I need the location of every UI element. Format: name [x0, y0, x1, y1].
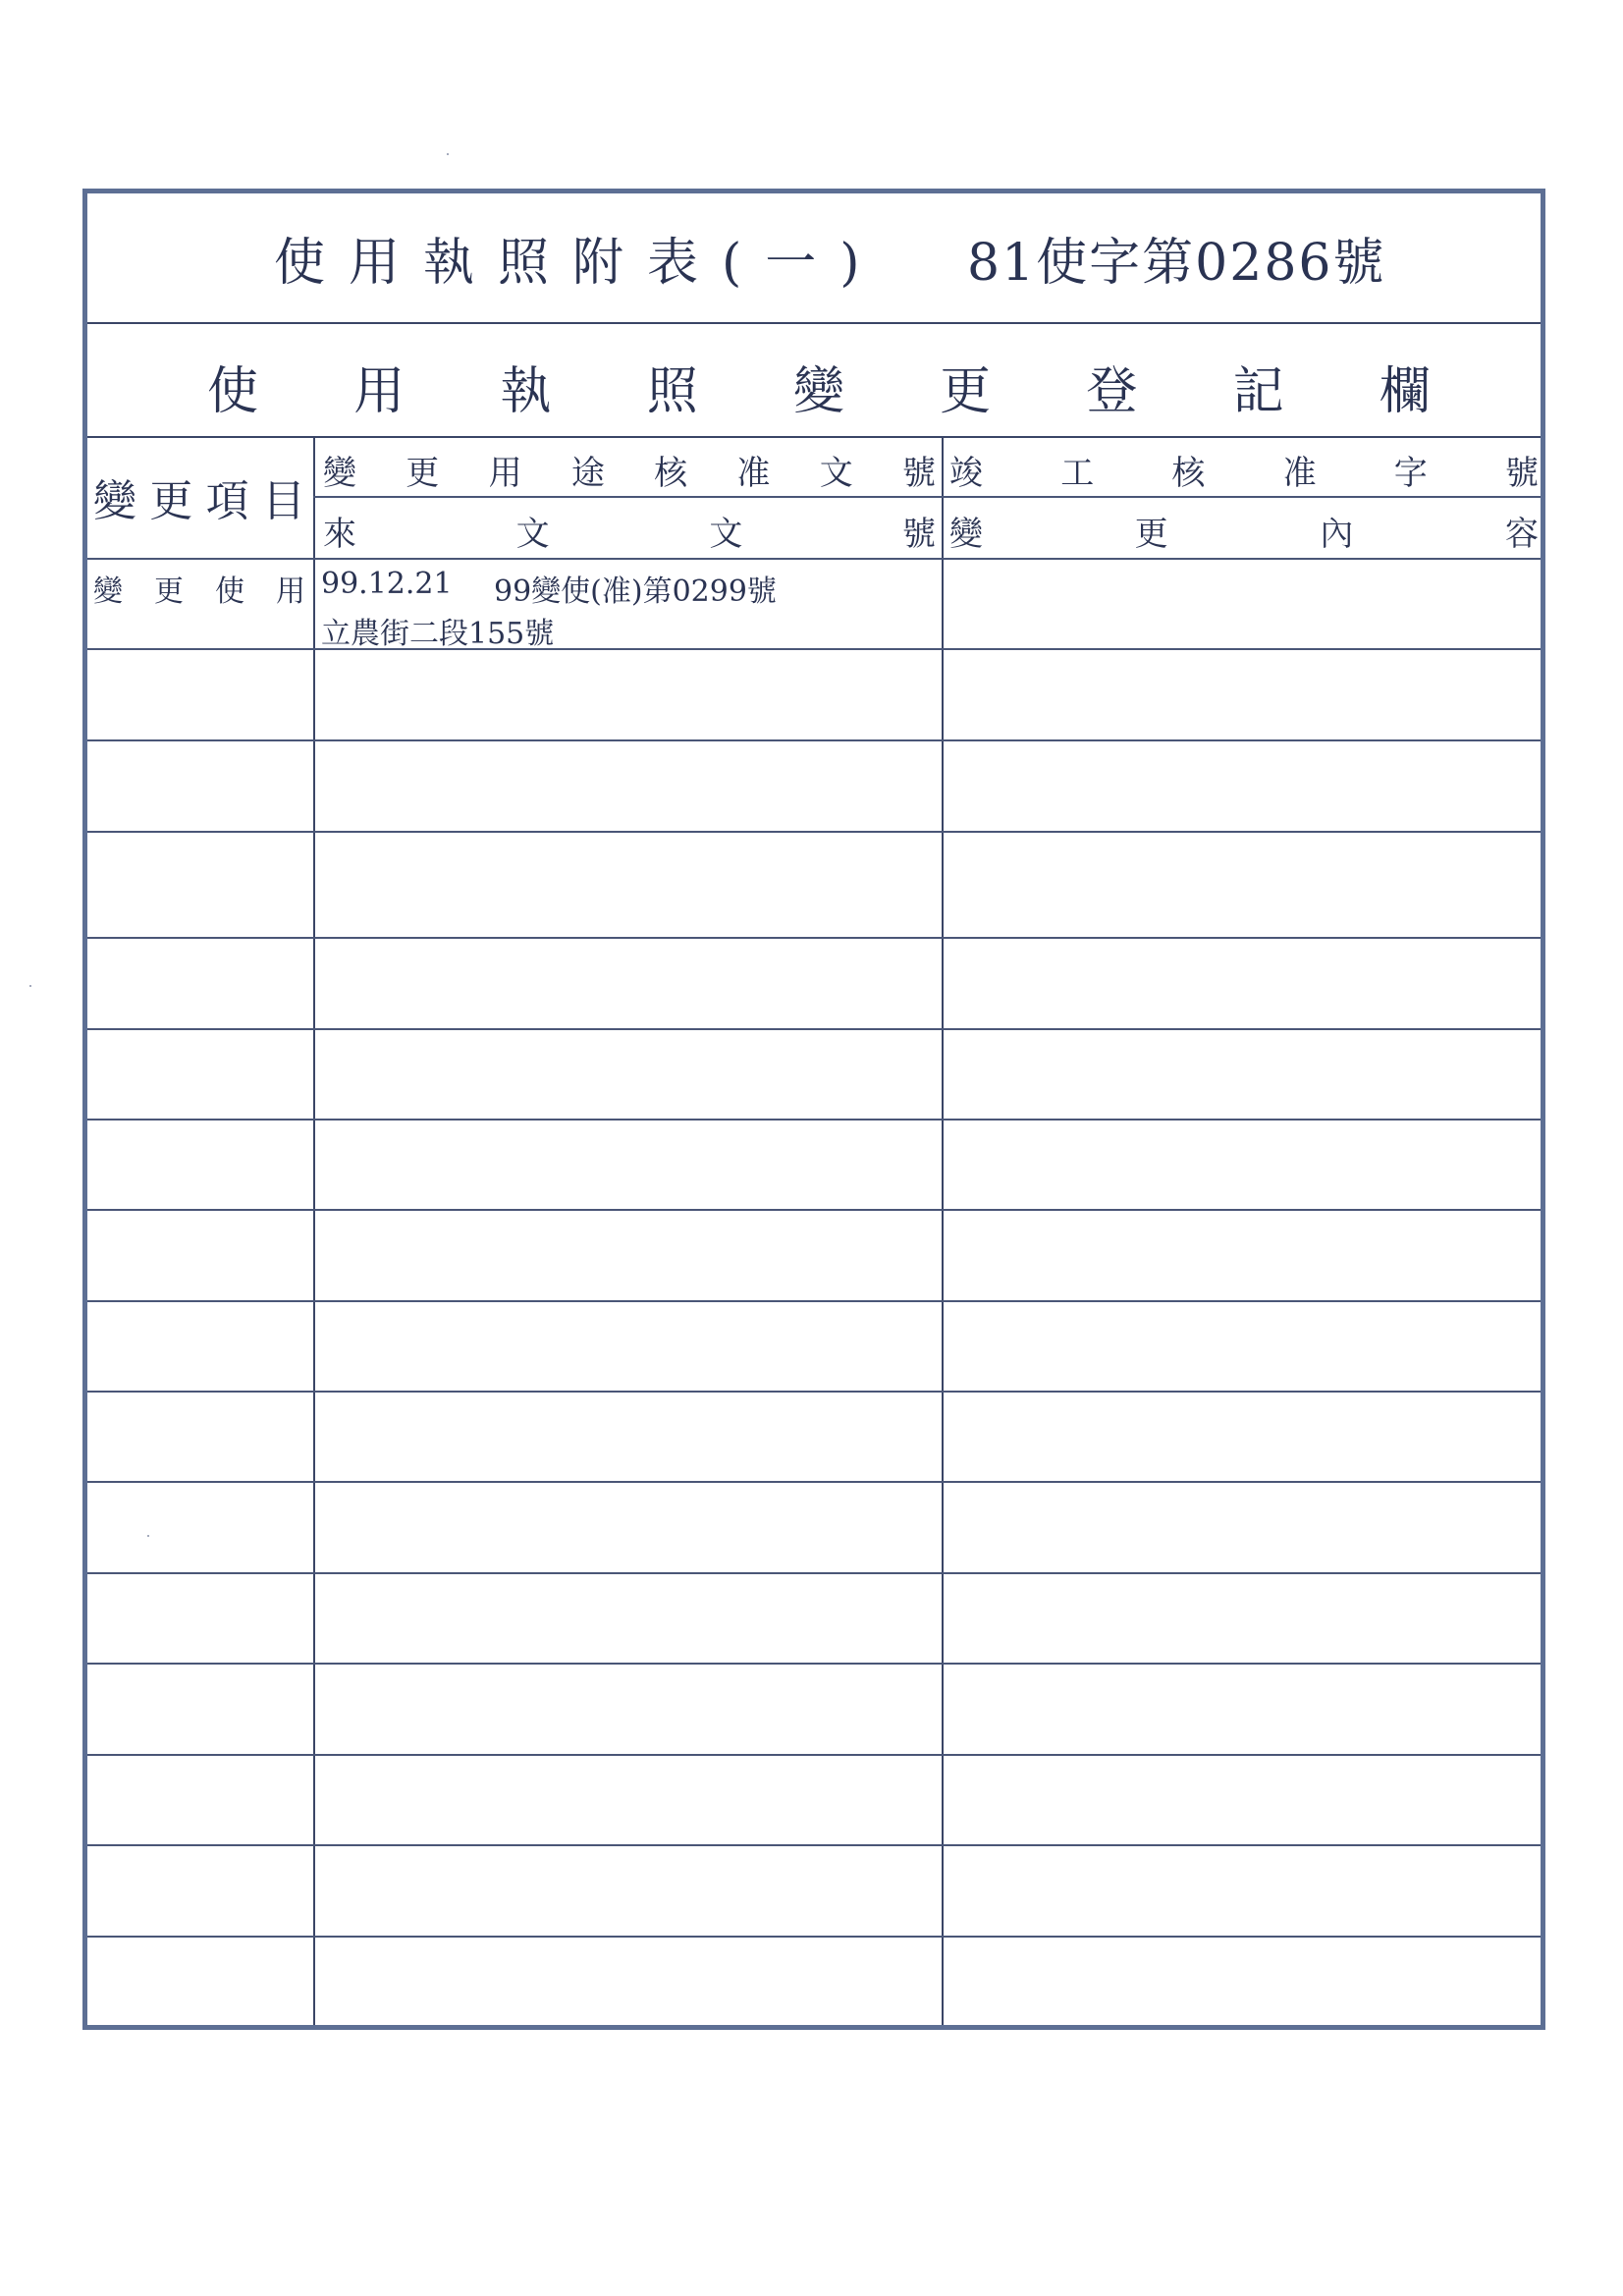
header-split-line: [313, 496, 1541, 498]
row-line: [87, 1754, 1541, 1756]
row-line: [87, 1481, 1541, 1483]
section-title-char: 使: [207, 362, 259, 421]
row-1-approval-number: 99變使(准)第0299號: [494, 574, 777, 609]
title-row: [87, 193, 1541, 324]
row-line: [87, 1028, 1541, 1030]
header-change-item: 變 更 項 目: [93, 476, 305, 526]
section-title-char: 登: [1086, 362, 1138, 421]
row-1-address: 立農街二段155號: [321, 617, 555, 651]
section-title-char: 照: [646, 362, 698, 421]
subtitle-row: [87, 322, 1541, 438]
form-title: 使用執照附表(一): [274, 234, 884, 293]
row-line: [87, 1936, 1541, 1938]
row-line: [87, 1844, 1541, 1846]
section-title-char: 更: [940, 362, 992, 421]
row-1-date: 99.12.21: [321, 567, 453, 601]
row-line: [87, 1391, 1541, 1393]
section-title-char: 用: [353, 362, 406, 421]
header-change-content: 變 更 內 容: [949, 515, 1539, 554]
column-divider: [942, 436, 944, 2025]
scan-speck: [447, 153, 449, 155]
row-line: [87, 937, 1541, 939]
header-bottom-line: [87, 558, 1541, 560]
form-frame: [82, 189, 1545, 2030]
register-table: [87, 436, 1541, 2025]
row-line: [87, 1663, 1541, 1665]
header-completion-number: 竣 工 核 准 字 號: [949, 454, 1539, 493]
section-title: [207, 350, 1431, 423]
scan-speck: [147, 1535, 149, 1537]
section-title-char: 變: [792, 362, 844, 421]
section-title-char: 記: [1232, 362, 1284, 421]
section-title-char: 執: [500, 362, 552, 421]
row-line: [87, 1572, 1541, 1574]
row-line: [87, 831, 1541, 833]
header-incoming-document: 來 文 文 號: [323, 515, 936, 554]
section-title-char: 欄: [1379, 362, 1431, 421]
license-number: 81使字第0286號: [967, 234, 1386, 293]
column-divider: [313, 436, 315, 2025]
header-approval-number: 變 更 用 途 核 准 文 號: [323, 454, 936, 493]
row-line: [87, 739, 1541, 741]
scan-speck: [29, 985, 31, 987]
row-line: [87, 1300, 1541, 1302]
row-line: [87, 648, 1541, 650]
row-line: [87, 1209, 1541, 1211]
row-1-change-item: 變 更 使 用: [93, 574, 305, 609]
row-line: [87, 1119, 1541, 1121]
